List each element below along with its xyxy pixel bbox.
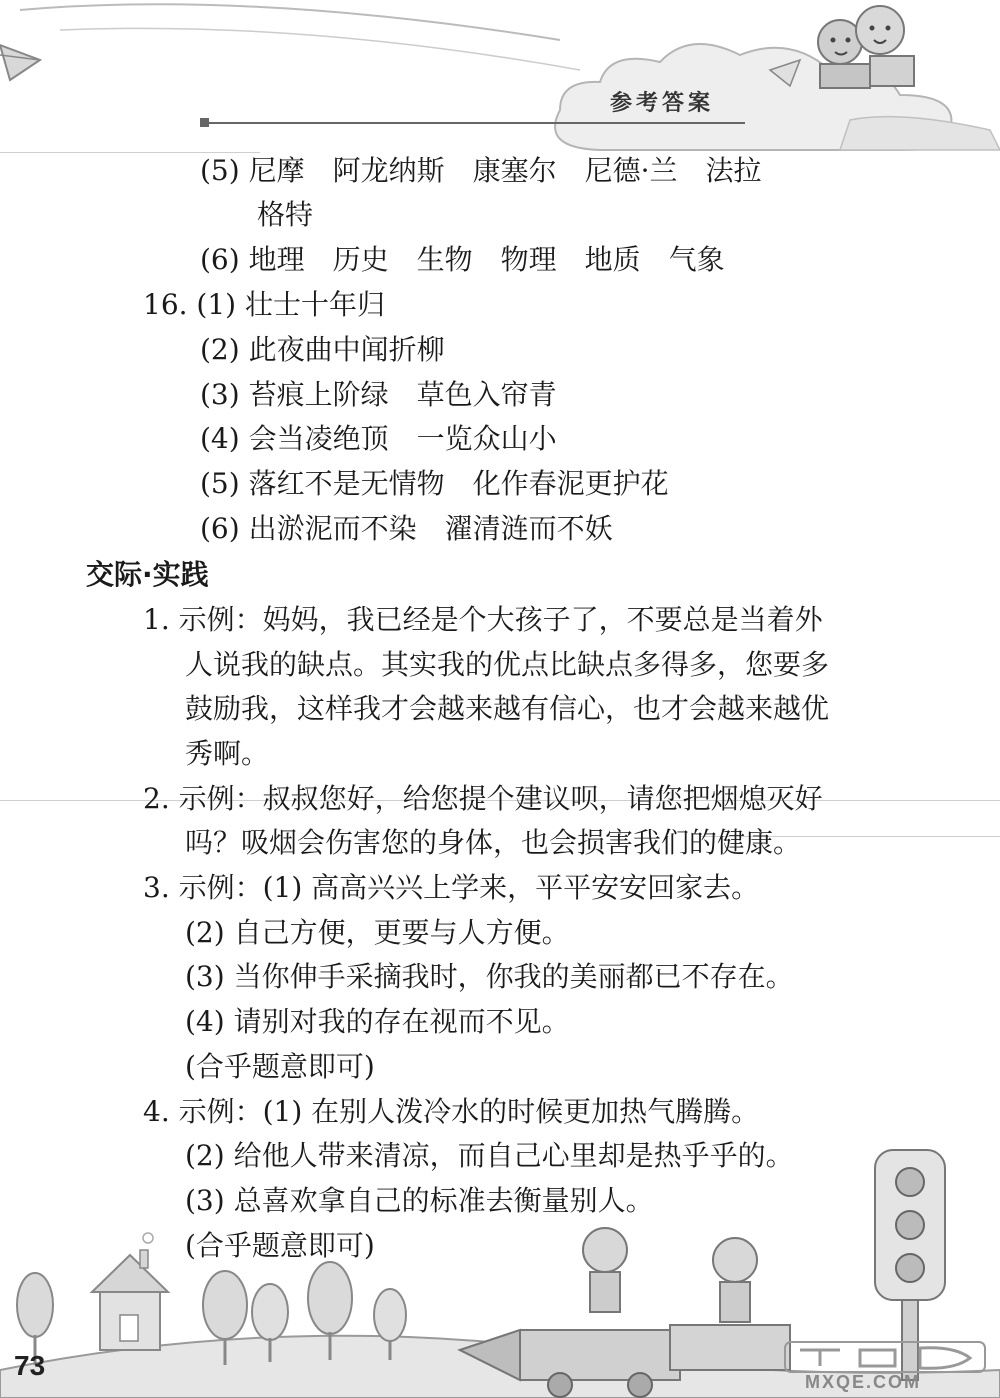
answer-line: (5) 落红不是无情物 化作春泥更护花 [200,467,669,500]
answer-line: (3) 总喜欢拿自己的标准去衡量别人。 [185,1184,654,1217]
header-rule [205,122,745,124]
answer-line: 1. 示例：妈妈，我已经是个大孩子了，不要总是当着外 [143,603,823,636]
answer-line: 2. 示例：叔叔您好，给您提个建议呗，请您把烟熄灭好 [143,782,823,815]
page-number: 73 [14,1350,46,1381]
answer-line: (2) 此夜曲中闻折柳 [200,333,445,366]
answer-line: (合乎题意即可) [185,1050,375,1083]
answer-line: (6) 出淤泥而不染 濯清涟而不妖 [200,512,613,545]
answer-line: 吗？吸烟会伤害您的身体，也会损害我们的健康。 [185,826,802,859]
answer-line: 格特 [257,198,314,231]
answer-line: (6) 地理 历史 生物 物理 地质 气象 [200,243,725,276]
answer-line: 秀啊。 [185,737,270,770]
answer-line: (3) 当你伸手采摘我时，你我的美丽都已不存在。 [185,960,794,993]
watermark-text: MXQE.COM [805,1372,922,1392]
answer-line: 4. 示例：(1) 在别人泼冷水的时候更加热气腾腾。 [143,1095,760,1128]
answer-line: 鼓励我，这样我才会越来越有信心，也才会越来越优 [185,692,830,725]
section-heading: 交际·实践 [86,558,209,591]
answer-line: (4) 请别对我的存在视而不见。 [185,1005,570,1038]
page-header-title: 参考答案 [610,90,715,116]
answer-line: (合乎题意即可) [185,1229,375,1262]
answer-line: 3. 示例：(1) 高高兴兴上学来，平平安安回家去。 [143,871,760,904]
answer-line: 人说我的缺点。其实我的优点比缺点多得多，您要多 [185,648,830,681]
header-cloud-illustration [0,0,1000,160]
answer-line: (4) 会当凌绝顶 一览众山小 [200,422,557,455]
answer-line: (2) 给他人带来清凉，而自己心里却是热乎乎的。 [185,1139,794,1172]
answer-line: (5) 尼摩 阿龙纳斯 康塞尔 尼德·兰 法拉 [200,154,762,187]
scan-artifact-line [0,152,260,153]
answer-line: 16. (1) 壮士十年归 [143,288,385,321]
answer-line: (3) 苔痕上阶绿 草色入帘青 [200,378,557,411]
answer-line: (2) 自己方便，更要与人方便。 [185,916,570,949]
